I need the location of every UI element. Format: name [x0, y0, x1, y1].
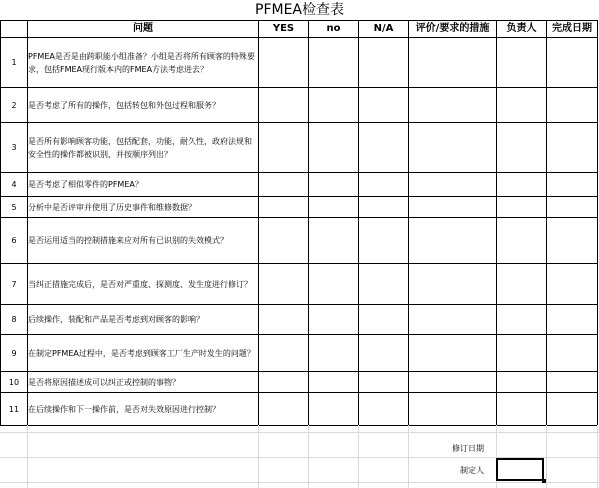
row-number-cell[interactable]: 10 — [1, 372, 28, 393]
na-cell[interactable] — [359, 38, 409, 88]
table-row — [1, 393, 598, 426]
na-cell[interactable] — [359, 372, 409, 393]
no-cell[interactable] — [309, 218, 359, 264]
table-row — [1, 218, 598, 264]
row-number-cell[interactable]: 1 — [1, 38, 28, 88]
question-cell[interactable]: PFMEA是否是由跨职能小组准备？小组是否将所有顾客的特殊要求，包括FMEA现行版本内的FMEA方法考虑进去？ — [28, 38, 259, 88]
header-cell-na[interactable]: N/A — [359, 21, 409, 38]
no-cell[interactable] — [309, 335, 359, 372]
no-cell[interactable] — [309, 393, 359, 426]
na-cell[interactable] — [359, 88, 409, 123]
gridline — [27, 425, 28, 488]
no-cell[interactable] — [309, 264, 359, 305]
na-cell[interactable] — [359, 393, 409, 426]
table-row — [1, 372, 598, 393]
action-cell[interactable] — [409, 38, 497, 88]
yes-cell[interactable] — [259, 38, 309, 88]
yes-cell[interactable] — [259, 173, 309, 197]
question-cell[interactable]: 是否将原因描述成可以纠正或控制的事物？ — [28, 372, 259, 393]
yes-cell[interactable] — [259, 305, 309, 335]
due-date-cell[interactable] — [547, 305, 598, 335]
action-cell[interactable] — [409, 218, 497, 264]
gridline — [408, 425, 409, 488]
table-row — [1, 264, 598, 305]
row-number-cell[interactable]: 3 — [1, 123, 28, 173]
question-cell[interactable]: 分析中是否评审并使用了历史事件和维修数据？ — [28, 197, 259, 218]
header-cell-no[interactable]: no — [309, 21, 359, 38]
table-row — [1, 335, 598, 372]
table-row — [1, 197, 598, 218]
no-cell[interactable] — [309, 305, 359, 335]
header-cell-action[interactable]: 评价/要求的措施 — [409, 21, 497, 38]
row-number-cell[interactable]: 8 — [1, 305, 28, 335]
header-cell-due-date[interactable]: 完成日期 — [547, 21, 598, 38]
question-cell[interactable]: 在后续操作和下一操作前，是否对失效原因进行控制？ — [28, 393, 259, 426]
row-number-cell[interactable]: 7 — [1, 264, 28, 305]
action-cell[interactable] — [409, 197, 497, 218]
owner-cell[interactable] — [497, 197, 547, 218]
due-date-cell[interactable] — [547, 335, 598, 372]
table-row — [1, 123, 598, 173]
due-date-cell[interactable] — [547, 38, 598, 88]
na-cell[interactable] — [359, 173, 409, 197]
owner-cell[interactable] — [497, 335, 547, 372]
action-cell[interactable] — [409, 335, 497, 372]
action-cell[interactable] — [409, 393, 497, 426]
row-number-cell[interactable]: 4 — [1, 173, 28, 197]
question-cell[interactable]: 在制定PFMEA过程中，是否考虑到顾客工厂生产时发生的问题？ — [28, 335, 259, 372]
due-date-cell[interactable] — [547, 218, 598, 264]
no-cell[interactable] — [309, 38, 359, 88]
gridline — [0, 482, 599, 483]
question-cell[interactable]: 是否考虑了所有的操作，包括转包和外包过程和服务？ — [28, 88, 259, 123]
yes-cell[interactable] — [259, 393, 309, 426]
checklist-table — [0, 20, 598, 426]
owner-cell[interactable] — [497, 38, 547, 88]
owner-cell[interactable] — [497, 372, 547, 393]
yes-cell[interactable] — [259, 335, 309, 372]
header-cell-owner[interactable]: 负责人 — [497, 21, 547, 38]
due-date-cell[interactable] — [547, 197, 598, 218]
owner-cell[interactable] — [497, 88, 547, 123]
no-cell[interactable] — [309, 173, 359, 197]
gridline — [0, 432, 599, 433]
gridline — [597, 425, 598, 488]
due-date-cell[interactable] — [547, 173, 598, 197]
question-cell[interactable]: 是否运用适当的控制措施来应对所有已识别的失效模式？ — [28, 218, 259, 264]
owner-cell[interactable] — [497, 393, 547, 426]
gridline — [358, 425, 359, 488]
action-cell[interactable] — [409, 123, 497, 173]
yes-cell[interactable] — [259, 218, 309, 264]
owner-cell[interactable] — [497, 305, 547, 335]
gridline — [258, 425, 259, 488]
selected-cell[interactable] — [496, 458, 544, 481]
no-cell[interactable] — [309, 197, 359, 218]
due-date-cell[interactable] — [547, 88, 598, 123]
gridline — [546, 425, 547, 488]
row-number-cell[interactable]: 6 — [1, 218, 28, 264]
table-row — [1, 88, 598, 123]
due-date-cell[interactable] — [547, 372, 598, 393]
header-cell-yes[interactable]: YES — [259, 21, 309, 38]
header-cell-blank[interactable] — [1, 21, 28, 38]
na-cell[interactable] — [359, 335, 409, 372]
due-date-cell[interactable] — [547, 264, 598, 305]
author-label[interactable]: 制定人 — [460, 466, 484, 475]
no-cell[interactable] — [309, 123, 359, 173]
action-cell[interactable] — [409, 173, 497, 197]
row-number-cell[interactable]: 5 — [1, 197, 28, 218]
question-cell[interactable]: 后续操作，装配和产品是否考虑到对顾客的影响？ — [28, 305, 259, 335]
owner-cell[interactable] — [497, 173, 547, 197]
table-row — [1, 305, 598, 335]
owner-cell[interactable] — [497, 218, 547, 264]
owner-cell[interactable] — [497, 264, 547, 305]
row-number-cell[interactable]: 2 — [1, 88, 28, 123]
na-cell[interactable] — [359, 305, 409, 335]
question-cell[interactable]: 是否所有影响顾客功能，包括配套，功能，耐久性，政府法规和安全性的操作都被识别，并按顺序列出？ — [28, 123, 259, 173]
header-cell-question[interactable]: 问题 — [28, 21, 259, 38]
revision-date-label[interactable]: 修订日期 — [452, 444, 484, 453]
na-cell[interactable] — [359, 197, 409, 218]
header-row — [1, 21, 598, 38]
action-cell[interactable] — [409, 372, 497, 393]
row-number-cell[interactable]: 9 — [1, 335, 28, 372]
question-cell[interactable]: 当纠正措施完成后，是否对严重度、探测度、发生度进行修订？ — [28, 264, 259, 305]
fill-handle[interactable] — [542, 479, 546, 483]
table-row — [1, 173, 598, 197]
owner-cell[interactable] — [497, 123, 547, 173]
yes-cell[interactable] — [259, 197, 309, 218]
gridline — [308, 425, 309, 488]
no-cell[interactable] — [309, 372, 359, 393]
question-cell[interactable]: 是否考虑了相似零件的PFMEA？ — [28, 173, 259, 197]
no-cell[interactable] — [309, 88, 359, 123]
yes-cell[interactable] — [259, 264, 309, 305]
due-date-cell[interactable] — [547, 123, 598, 173]
na-cell[interactable] — [359, 218, 409, 264]
sheet-title[interactable]: PFMEA检查表 — [255, 2, 344, 18]
yes-cell[interactable] — [259, 123, 309, 173]
yes-cell[interactable] — [259, 372, 309, 393]
na-cell[interactable] — [359, 264, 409, 305]
row-number-cell[interactable]: 11 — [1, 393, 28, 426]
due-date-cell[interactable] — [547, 393, 598, 426]
action-cell[interactable] — [409, 264, 497, 305]
action-cell[interactable] — [409, 305, 497, 335]
action-cell[interactable] — [409, 88, 497, 123]
yes-cell[interactable] — [259, 88, 309, 123]
na-cell[interactable] — [359, 123, 409, 173]
table-row — [1, 38, 598, 88]
